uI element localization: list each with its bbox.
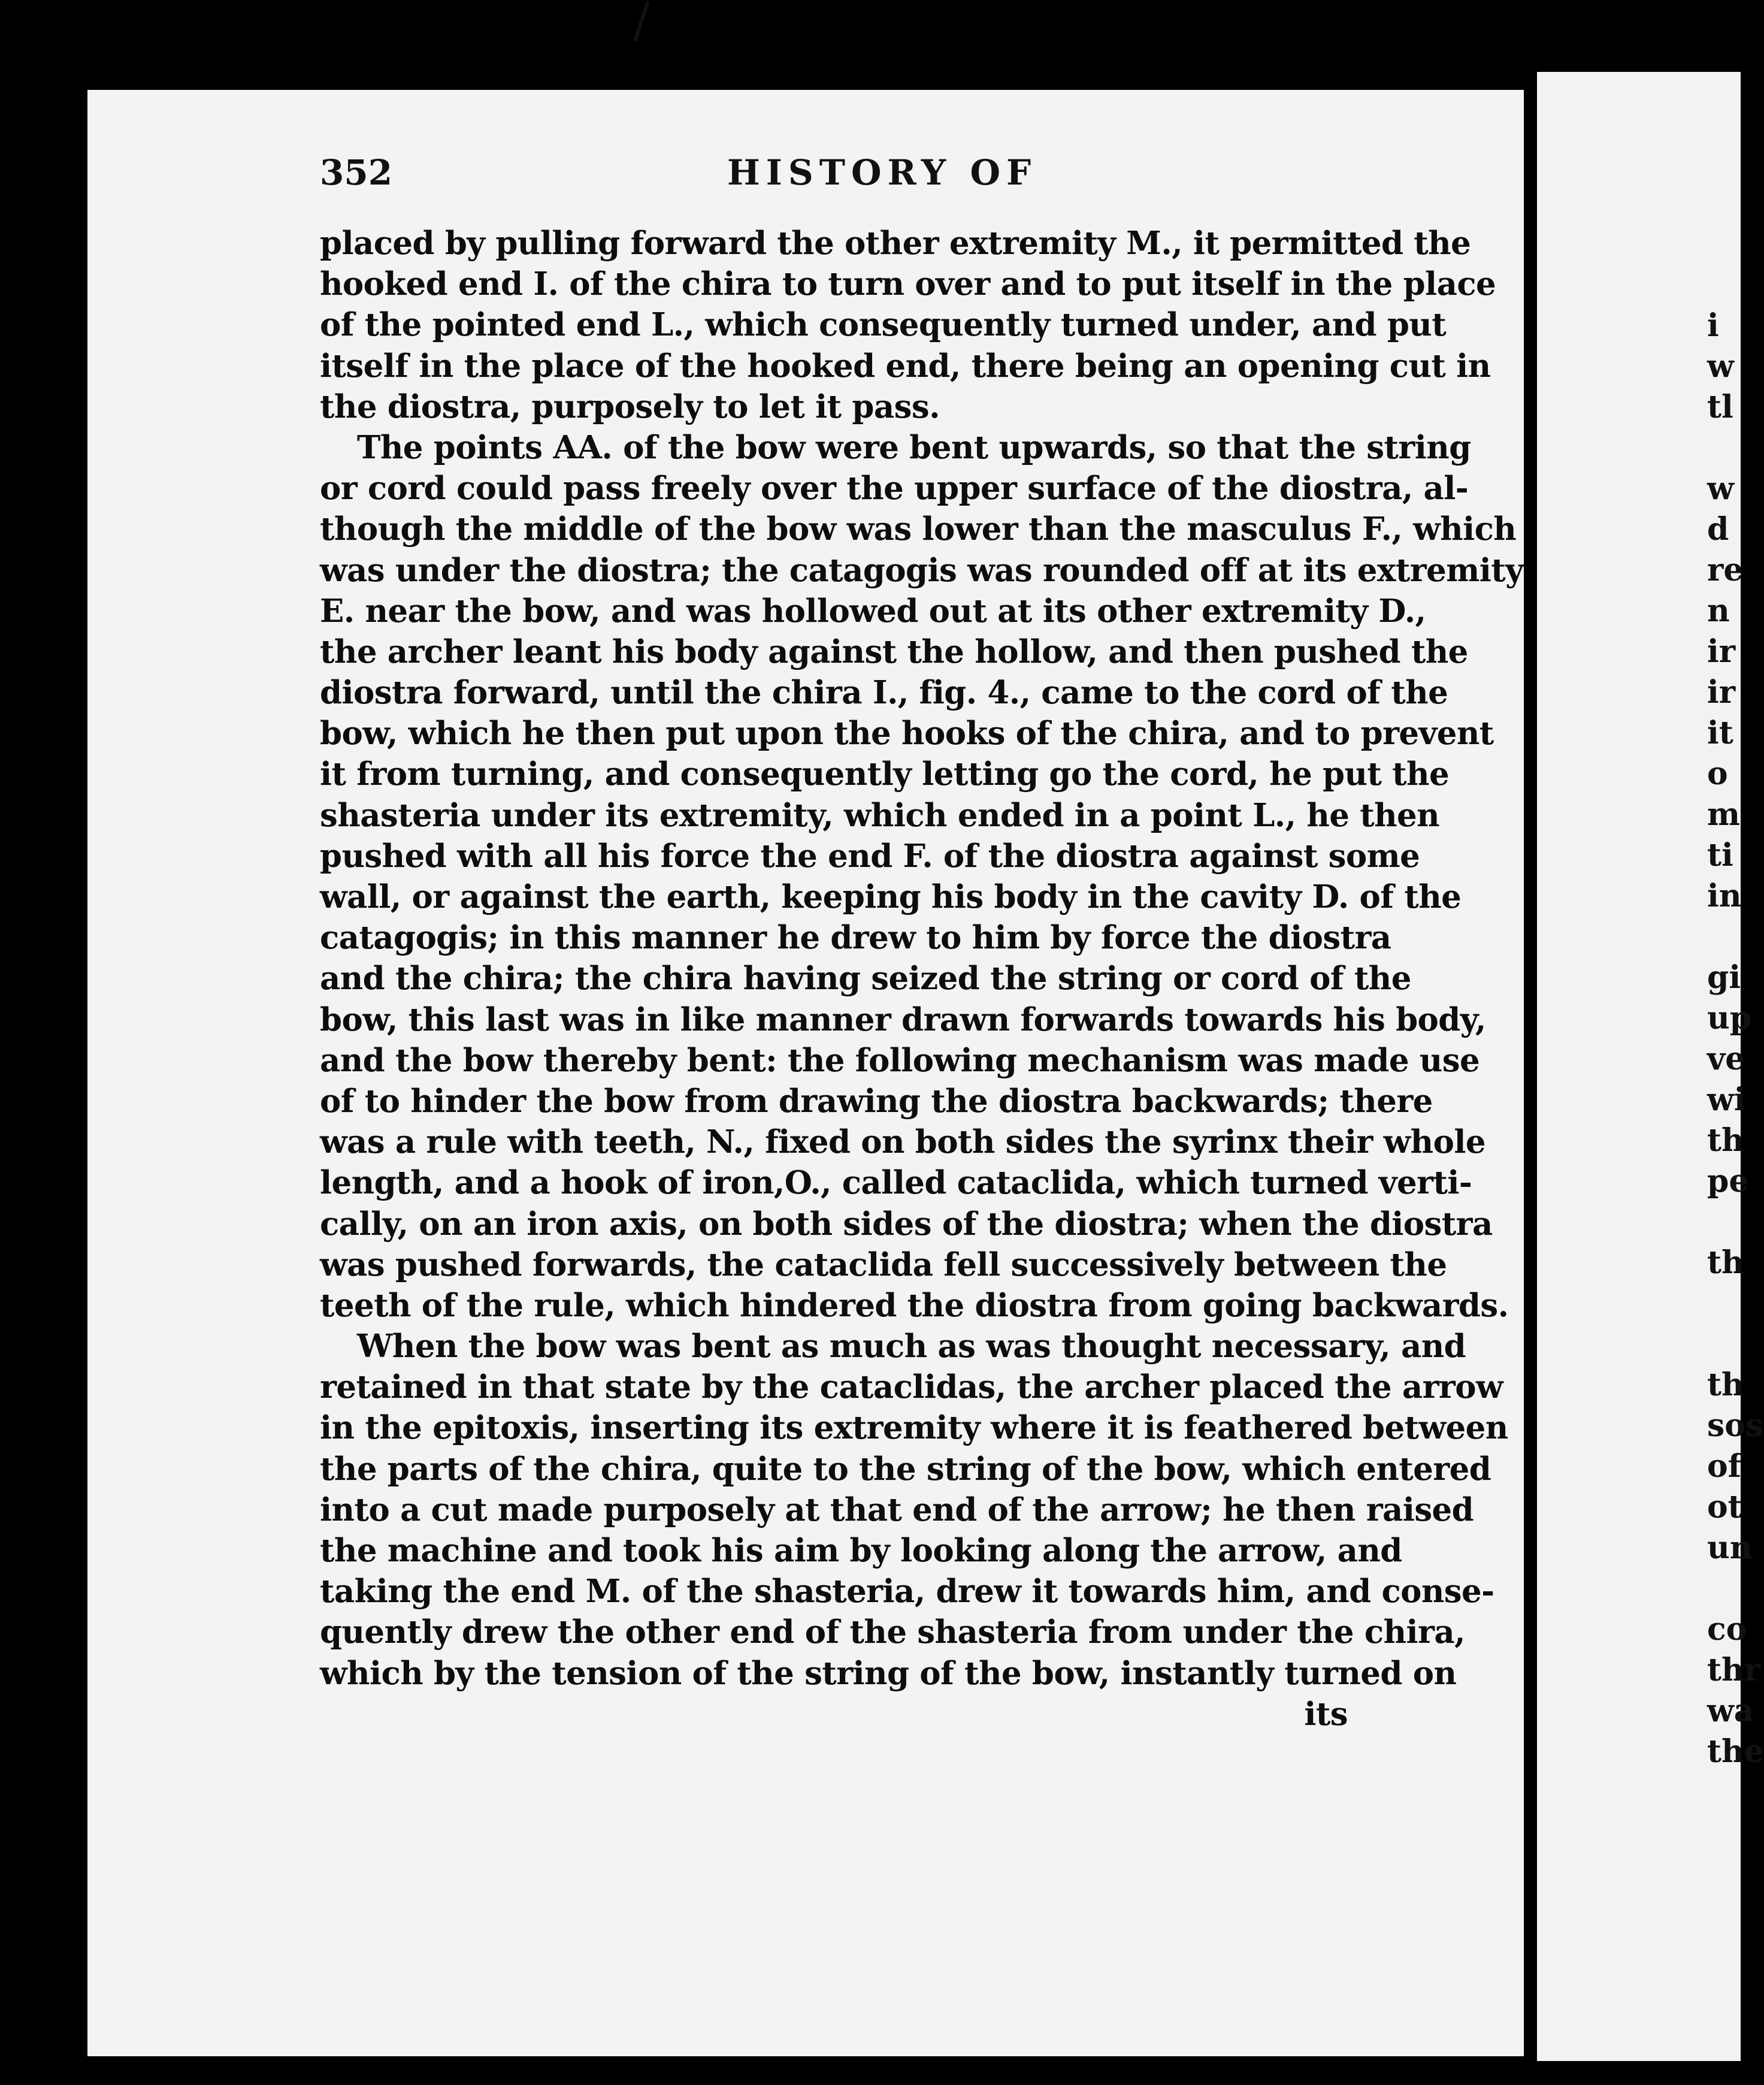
fragment: re (1707, 552, 1744, 588)
fragment: sos (1707, 1407, 1763, 1444)
text-line: it from turning, and consequently letting go the cord, he put the (320, 756, 1450, 793)
text-line: the parts of the chira, quite to the string of the bow, which entered (320, 1450, 1491, 1488)
body-text (320, 223, 1524, 1735)
fragment: gi (1707, 959, 1741, 996)
running-head (320, 152, 1332, 206)
fragment: of (1707, 1448, 1742, 1485)
scan-mark (633, 1, 649, 41)
text-line: catagogis; in this manner he drew to him by force the diostra (320, 919, 1391, 957)
text-line: quently drew the other end of the shasteria from under the chira, (320, 1613, 1465, 1651)
text-line: itself in the place of the hooked end, there being an opening cut in (320, 347, 1491, 385)
fragment: in (1707, 878, 1742, 914)
text-line: hooked end I. of the chira to turn over and to put itself in the place (320, 265, 1496, 303)
text-line: bow, which he then put upon the hooks of the chira, and to prevent (320, 715, 1494, 753)
fragment: th (1707, 1122, 1744, 1159)
paragraph-start-line: When the bow was bent as much as was thought necessary, and (357, 1328, 1466, 1365)
fragment (1707, 1324, 1743, 1365)
fragment (1707, 1202, 1743, 1243)
fragment: the (1707, 1733, 1764, 1770)
text-line: in the epitoxis, inserting its extremity where it is feathered between (320, 1409, 1508, 1447)
text-line: retained in that state by the cataclidas, the archer placed the arrow (320, 1368, 1503, 1406)
text-line: bow, this last was in like manner drawn forwards towards his body, (320, 1001, 1486, 1038)
catchword: its (1304, 1695, 1348, 1733)
fragment: up (1707, 1000, 1752, 1037)
fragment: ot (1707, 1489, 1742, 1525)
fragment: th (1707, 1244, 1744, 1281)
text-line: was under the diostra; the catagogis was rounded off at its extremity (320, 551, 1524, 589)
text-line: diostra forward, until the chira I., fig. 4., came to the cord of the (320, 674, 1448, 712)
fragment: wa (1707, 1693, 1754, 1729)
text-line: wall, or against the earth, keeping his body in the cavity D. of the (320, 878, 1462, 915)
fragment: ve (1707, 1041, 1745, 1077)
fragment: it (1707, 715, 1733, 751)
fragment: thr (1707, 1652, 1761, 1688)
text-line: and the bow thereby bent: the following mechanism was made use (320, 1041, 1480, 1079)
text-line: pushed with all his force the end F. of the diostra against some (320, 837, 1420, 875)
fragment: wi (1707, 1081, 1746, 1118)
page-number: 352 (320, 152, 393, 193)
text-line: taking the end M. of the shasteria, drew it towards him, and conse- (320, 1573, 1494, 1610)
fragment (1707, 1283, 1743, 1324)
paragraph-start-line: The points AA. of the bow were bent upwards, so that the string (357, 428, 1471, 466)
fragment: th (1707, 1367, 1744, 1403)
text-line: length, and a hook of iron,O., called cataclida, which turned verti- (320, 1164, 1472, 1202)
text-line: the diostra, purposely to let it pass. (320, 388, 940, 425)
text-line: teeth of the rule, which hindered the diostra from going backwards. (320, 1286, 1509, 1324)
facing-page-fragments (1707, 306, 1764, 1772)
fragment: n (1707, 593, 1730, 629)
fragment: co (1707, 1611, 1747, 1648)
text-line: of the pointed end L., which consequently turned under, and put (320, 306, 1447, 344)
fragment: ir (1707, 633, 1736, 670)
fragment: w (1707, 348, 1734, 385)
fragment: tl (1707, 389, 1733, 425)
fragment (1707, 428, 1743, 469)
text-line: E. near the bow, and was hollowed out at its other extremity D., (320, 592, 1426, 630)
fragment: o (1707, 756, 1728, 792)
fragment: ti (1707, 837, 1733, 874)
fragment: un (1707, 1530, 1753, 1566)
fragment: i (1707, 307, 1719, 344)
fragment (1707, 1569, 1743, 1609)
text-line: the machine and took his aim by looking along the arrow, and (320, 1532, 1402, 1569)
running-title: HISTORY OF (727, 152, 1037, 193)
text-line: and the chira; the chira having seized the string or cord of the (320, 960, 1411, 998)
fragment: m (1707, 796, 1741, 833)
text-line: cally, on an iron axis, on both sides of the diostra; when the diostra (320, 1205, 1493, 1243)
text-line: placed by pulling forward the other extremity M., it permitted the (320, 225, 1471, 262)
text-line: was a rule with teeth, N., fixed on both sides the syrinx their whole (320, 1123, 1485, 1161)
fragment: w (1707, 470, 1734, 507)
fragment (1707, 917, 1743, 957)
fragment: pe (1707, 1163, 1749, 1199)
text-line: was pushed forwards, the cataclida fell successively between the (320, 1246, 1447, 1283)
text-line: shasteria under its extremity, which ended in a point L., he then (320, 796, 1440, 834)
text-line: though the middle of the bow was lower than the masculus F., which (320, 510, 1517, 548)
text-line: or cord could pass freely over the upper surface of the diostra, al- (320, 470, 1469, 507)
text-line: the archer leant his body against the hollow, and then pushed the (320, 633, 1468, 670)
text-line: which by the tension of the string of the bow, instantly turned on (320, 1654, 1457, 1692)
fragment: ir (1707, 674, 1736, 711)
text-line: of to hinder the bow from drawing the diostra backwards; there (320, 1082, 1433, 1120)
text-line: into a cut made purposely at that end of the arrow; he then raised (320, 1491, 1474, 1528)
fragment: d (1707, 511, 1729, 548)
